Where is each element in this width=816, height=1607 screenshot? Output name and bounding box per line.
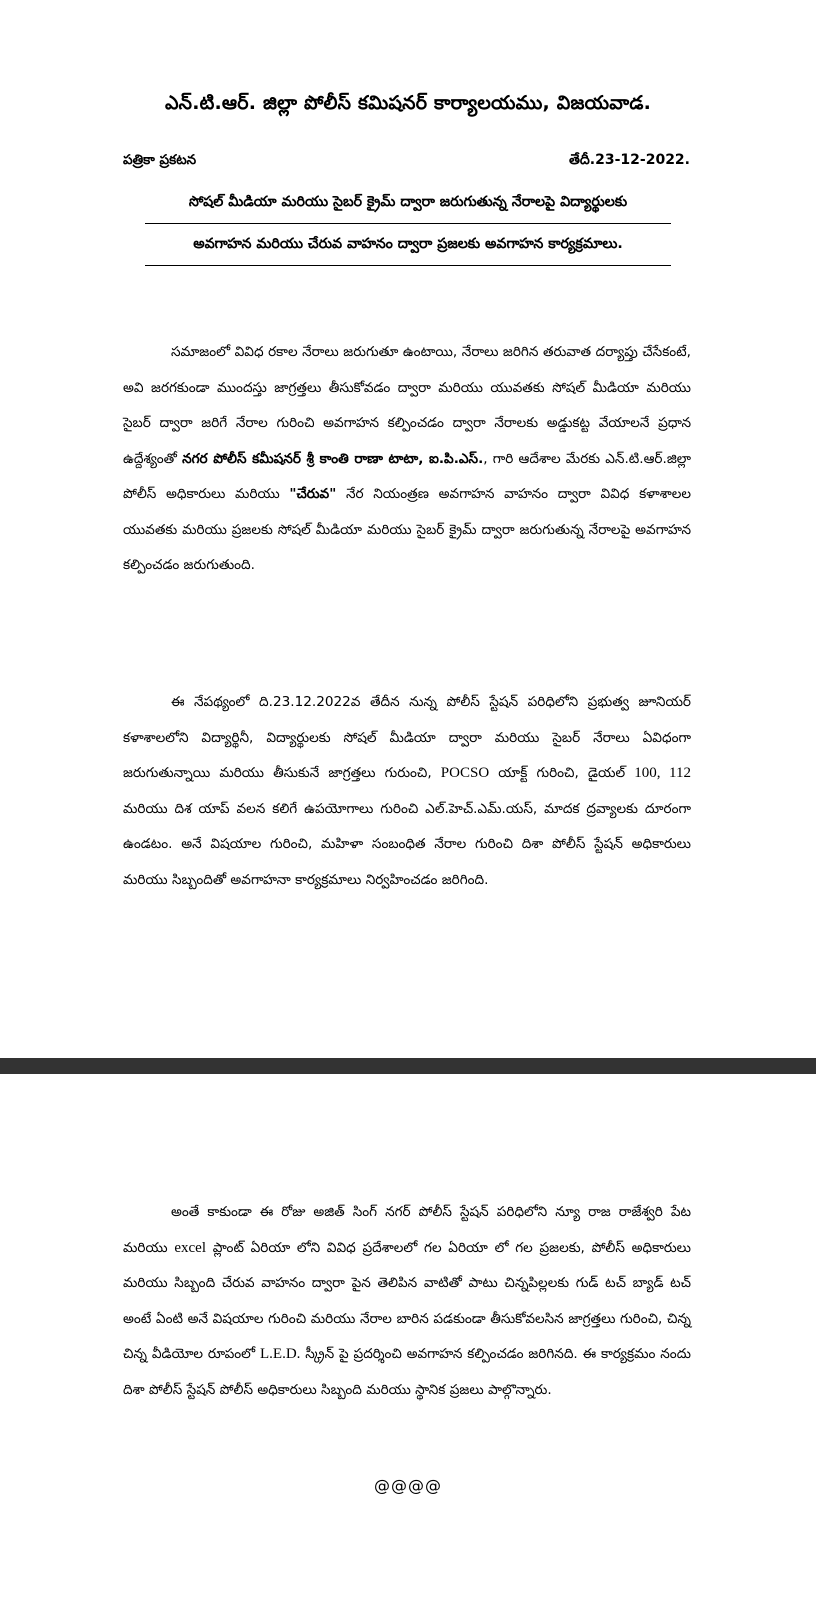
subject-line-1: సోషల్ మీడియా మరియు సైబర్ క్రైమ్ ద్వారా జరుగుతున్న నేరాలపై విద్యార్థులకు [145,194,671,224]
subject-heading [145,194,671,278]
led-term: L.E.D. [260,1346,301,1362]
excel-term: excel [174,1239,206,1256]
paragraph-intro-text-1: సమాజంలో వివిధ రకాల నేరాలు జరుగుతూ ఉంటాయి, నేరాలు జరిగిన తరువాత దర్యాప్తు చేసేకంటే, అవి జరగకుండా ముందస్తు జాగ్రత్తలు తీసుకోవడం ద్వారా మరియు యువతకు సోషల్ మీడియా మరియు సైబర్ ద్వారా జరిగే నేరాల గురించి అవగాహన కల్పించడం ద్వారా నేరాలకు అడ్డుకట్ట వేయాలనే ప్రధాన ఉద్దేశ్యంతో [123,344,691,467]
page-separator [0,1058,816,1074]
pocso-term: POCSO [440,765,490,781]
closing-marks: @@@@ [374,1476,442,1495]
cheruva-vehicle-name: "చేరువ" [289,486,337,502]
paragraph-college-text-3: మరియు దిశ యాప్ వలన కలిగే ఉపయోగాలు గురించి ఎల్.హెచ్.ఎమ్.యస్, మాదక ద్రవ్యాలకు దూరంగా ఉండటం. అనే విషయాల గురించి, మహిళా సంబంధిత నేరాల గురించి దిశా పోలీస్ స్టేషన్ అధికారులు మరియు సిబ్బందితో అవగాహనా కార్యక్రమాలు నిర్వహించడం జరిగింది. [123,800,691,888]
paragraph-public-text-3: స్క్రీన్ పై ప్రదర్శించి అవగాహన కల్పించడం జరిగినది. ఈ కార్యక్రమం నందు దిశా పోలీస్ స్టేషన్ పోలీస్ అధికారులు సిబ్బంది మరియు స్థానిక ప్రజలు పాల్గొన్నారు. [123,1346,691,1398]
paragraph-college-program [123,685,691,898]
paragraph-intro-text-2: , గారి ఆదేశాల మేరకు ఎన్.టి.ఆర్.జిల్లా పోలీస్ అధికారులు మరియు [123,450,691,502]
paragraph-intro [123,335,691,584]
paragraph-college-text-1: ఈ నేపథ్యంలో ది.23.12.2022వ తేదీన నున్న పోలీస్ స్టేషన్ పరిధిలోని ప్రభుత్వ జూనియర్ కళాశాలలోని విద్యార్థినీ, విద్యార్థులకు సోషల్ మీడియా ద్వారా మరియు సైబర్ నేరాలు ఏవిధంగా జరుగుతున్నాయి మరియు తీసుకునే జాగ్రత్తలు గురుంచి, [123,694,691,781]
paragraph-public-program [123,1195,691,1408]
paragraph-public-text-2: ప్లాంట్ ఏరియా లోని వివిధ ప్రదేశాలలో గల ఏరియా లో గల ప్రజలకు, పోలీస్ అధికారులు మరియు సిబ్బంది చేరువ వాహనం ద్వారా పైన తెలిపిన వాటితో పాటు చిన్నపిల్లలకు గుడ్ టచ్ బ్యాడ్ టచ్ అంటే ఏంటి అనే విషయాల గురించి మరియు నేరాల బారిన పడకుండా తీసుకోవలసిన జాగ్రత్తలు గురించి, చిన్న చిన్న వీడియోల రూపంలో [123,1239,691,1362]
paragraph-college-text-2: యాక్ట్ గురించి, డైయల్ [489,765,635,781]
paragraph-public-text-1: అంతే కాకుండా ఈ రోజు అజిత్ సింగ్ నగర్ పోలీస్ స్టేషన్ పరిధిలోని న్యూ రాజ రాజేశ్వరి పేట మరియు [123,1204,691,1256]
dial-numbers: 100, 112 [634,765,691,781]
release-date: తేదీ.23-12-2022. [569,152,690,168]
press-release-label: పత్రికా ప్రకటన [123,152,197,168]
paragraph-intro-text-3: నేర నియంత్రణ అవగాహన వాహనం ద్వారా వివిధ కళాశాలల యువతకు మరియు ప్రజలకు సోషల్ మీడియా మరియు సైబర్ క్రైమ్ ద్వారా జరుగుతున్న నేరాలపై అవగాహన కల్పించడం జరుగుతుంది. [123,486,691,573]
subject-line-2: అవగాహన మరియు చేరువ వాహనం ద్వారా ప్రజలకు అవగాహన కార్యక్రమాలు. [145,236,671,266]
office-title: ఎన్.టి.ఆర్. జిల్లా పోలీస్ కమిషనర్ కార్యాలయము, విజయవాడ. [164,92,652,114]
commissioner-name: నగర పోలీస్ కమీషనర్ శ్రీ కాంతి రాణా టాటా, ఐ.పి.ఎస్. [182,450,484,467]
